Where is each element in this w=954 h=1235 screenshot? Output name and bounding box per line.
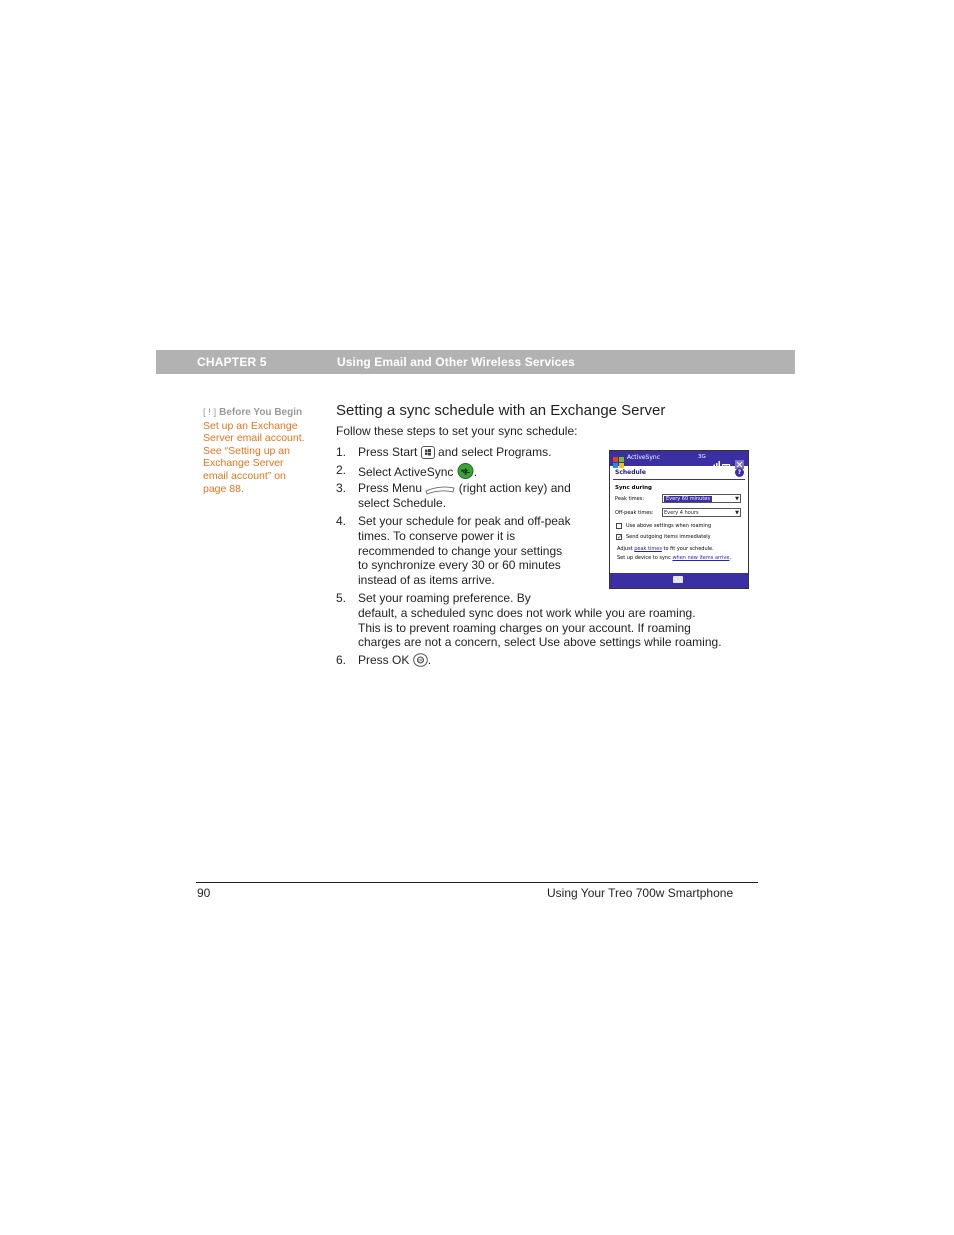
battery-icon [722,455,731,474]
ok-button-icon [413,653,428,671]
page-number: 90 [197,886,211,900]
note-line[interactable]: Exchange Server [203,457,284,470]
step-3: 3. Press Menu (right action key) and select Schedule. [336,481,571,510]
windows-start-icon [421,446,435,463]
footer-book-title: Using Your Treo 700w Smartphone [547,886,734,900]
help-icon[interactable]: ? [735,468,744,477]
roaming-checkbox[interactable] [616,523,622,529]
step-4: 4. Set your schedule for peak and off-peak times. To conserve power it is recommended to change your settings to synchronize every 30 or 60 minutes instead of as items arrive. [336,514,571,588]
send-immediately-checkbox[interactable]: ✓ [617,534,623,541]
setup-sync-text: Set up device to sync when new items arrive. [617,555,732,561]
phone-divider [613,479,745,480]
offpeak-times-label: Off-peak times: [615,510,654,516]
note-line: Set up an Exchange [203,419,298,432]
step-5: 5. Set your roaming preference. By default, a scheduled sync does not work while you are roaming. This is to prevent roaming charges on your account. If roaming charges are not a concern, select Use above settings while roaming. [336,591,722,650]
step-1: 1. Press Start and select Programs. [336,445,596,460]
chapter-label: CHAPTER 5 [197,355,267,369]
phone-network-status: 3G [698,454,706,460]
send-immediately-label: Send outgoing items immediately [626,534,711,540]
section-intro: Follow these steps to set your sync schedule: [336,424,578,438]
peak-times-select[interactable]: Every 60 minutes ▼ [662,494,741,503]
section-title: Setting a sync schedule with an Exchange Server [336,402,666,419]
peak-times-link[interactable]: peak times [634,546,662,552]
before-you-begin-label: Before You Begin [219,407,303,418]
step-2: 2. Select ActiveSync . [336,463,596,478]
note-line: Server email account. [203,432,305,445]
activesync-icon [457,463,474,483]
chapter-title: Using Email and Other Wireless Services [337,355,575,369]
phone-title-bar [610,451,748,466]
svg-text:ok: ok [417,657,423,663]
note-line[interactable]: email account” on [203,469,286,482]
before-you-begin-note [203,406,323,495]
activesync-schedule-screenshot [609,450,749,589]
note-marker: [ ! ] [203,407,217,418]
dropdown-arrow-icon: ▼ [735,496,739,502]
adjust-peak-times-text: Adjust peak times to fit your schedule. [617,546,714,552]
offpeak-times-select[interactable]: Every 4 hours ▼ [664,510,739,516]
roaming-label: Use above settings when roaming [626,523,712,529]
step-6: 6. Press OK ok . [336,653,536,668]
signal-icon [711,454,720,473]
footer-rule [196,882,758,883]
phone-app-title: ActiveSync [627,454,661,461]
note-line[interactable]: page 88. [203,482,244,495]
note-line[interactable]: See “Setting up an [203,444,290,457]
peak-times-label: Peak times: [615,496,645,502]
dropdown-arrow-icon: ▼ [735,510,739,516]
keyboard-icon[interactable] [673,576,683,583]
when-new-items-arrive-link[interactable]: when new items arrive [672,555,730,561]
sync-during-heading: Sync during [615,485,652,491]
phone-tab-schedule: Schedule [615,469,646,476]
phone-menu-bar [610,573,748,588]
